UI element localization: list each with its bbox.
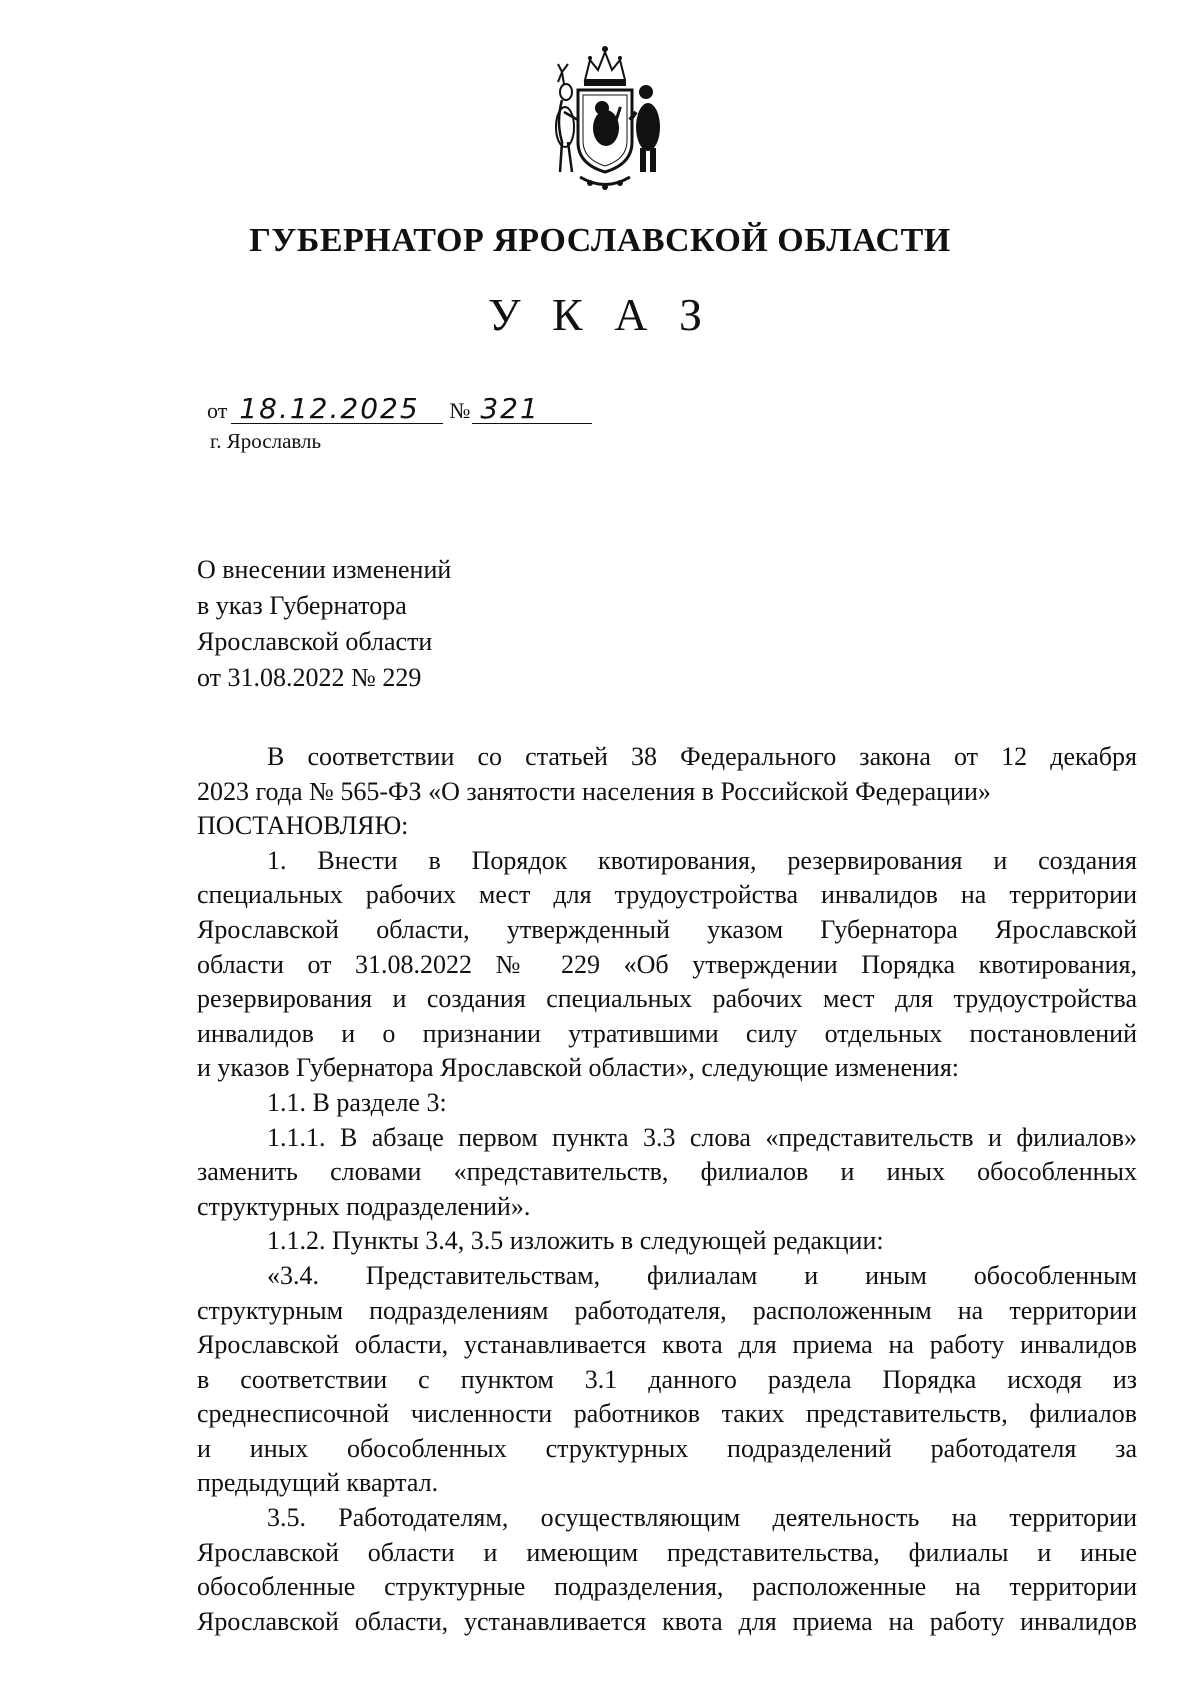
decree-word [197,809,1137,844]
subject-line: Ярославской области [197,627,433,656]
subject-line: в указ Губернатора [197,591,407,620]
body-line: специальных рабочих мест для трудоустройства инвалидов на территории [197,880,1137,910]
body-line: заменить словами «представительств, филиалов и иных обособленных [197,1157,1137,1187]
subject-block [197,552,451,696]
clause-3-5-paragraph [197,1501,1137,1639]
body-line: обособленные структурные подразделения, расположенные на территории [197,1572,1137,1602]
document-date: 18.12.2025 [231,395,443,424]
body-line: области от 31.08.2022 № 229 «Об утверждении Порядка квотирования, [197,949,1137,979]
body-line: «3.4. Представительствам, филиалам и иным обособленным [267,1260,1137,1290]
body-line: 1.1.2. Пункты 3.4, 3.5 изложить в следующей редакции: [267,1226,884,1256]
body-line: в соответствии с пунктом 3.1 данного раздела Порядка исходя из [197,1364,1137,1394]
item-1-paragraph [197,844,1137,1086]
body-line: Ярославской области, утвержденный указом Губернатора Ярославской [197,914,1137,944]
body-line: среднесписочной численности работников таких представительств, филиалов [197,1399,1137,1429]
clause-3-4-paragraph [197,1259,1137,1501]
issuer-title: ГУБЕРНАТОР ЯРОСЛАВСКОЙ ОБЛАСТИ [249,222,951,259]
body-line: структурных подразделений». [197,1191,531,1221]
document-type: У К А З [487,289,712,340]
coat-of-arms-icon [540,42,670,202]
body-line: 2023 года № 565-ФЗ «О занятости населения в Российской Федерации» [197,776,991,806]
item-1-1-1-paragraph [197,1121,1137,1225]
preamble-paragraph [197,740,1137,809]
body-line: структурным подразделениям работодателя, расположенным на территории [197,1295,1137,1325]
body-line: 1. Внести в Порядок квотирования, резервирования и создания [267,845,1137,875]
body-line: 1.1. В разделе 3: [267,1087,447,1117]
body-line: резервирования и создания специальных рабочих мест для трудоустройства [197,984,1137,1014]
date-number-line [207,392,592,425]
number-sign: № [449,398,471,423]
body-line: Ярославской области, устанавливается квота для приема на работу инвалидов [197,1330,1137,1360]
body-line: и иных обособленных структурных подразделений работодателя за [197,1433,1137,1463]
subject-line: О внесении изменений [197,555,452,584]
body-line: предыдущий квартал. [197,1468,439,1498]
document-body [197,740,1137,1639]
item-1-1-2-paragraph [197,1224,1137,1259]
body-line: 3.5. Работодателям, осуществляющим деятельность на территории [267,1503,1137,1533]
body-line: 1.1.1. В абзаце первом пункта 3.3 слова «представительств и филиалов» [267,1122,1137,1152]
body-line: инвалидов и о признании утратившими силу отдельных постановлений [197,1018,1137,1048]
subject-line: от 31.08.2022 № 229 [197,663,422,692]
document-number: 321 [472,395,592,424]
body-line: В соответствии со статьей 38 Федерального закона от 12 декабря [267,742,1137,771]
body-line: ПОСТАНОВЛЯЮ: [197,811,409,841]
date-prefix: от [207,398,228,423]
item-1-1-paragraph [197,1086,1137,1121]
body-line: Ярославской области, устанавливается квота для приема на работу инвалидов [197,1606,1137,1636]
body-line: Ярославской области и имеющим представительства, филиалы и иные [197,1537,1137,1567]
place-of-issue: г. Ярославль [210,429,322,453]
body-line: и указов Губернатора Ярославской области», следующие изменения: [197,1053,960,1083]
